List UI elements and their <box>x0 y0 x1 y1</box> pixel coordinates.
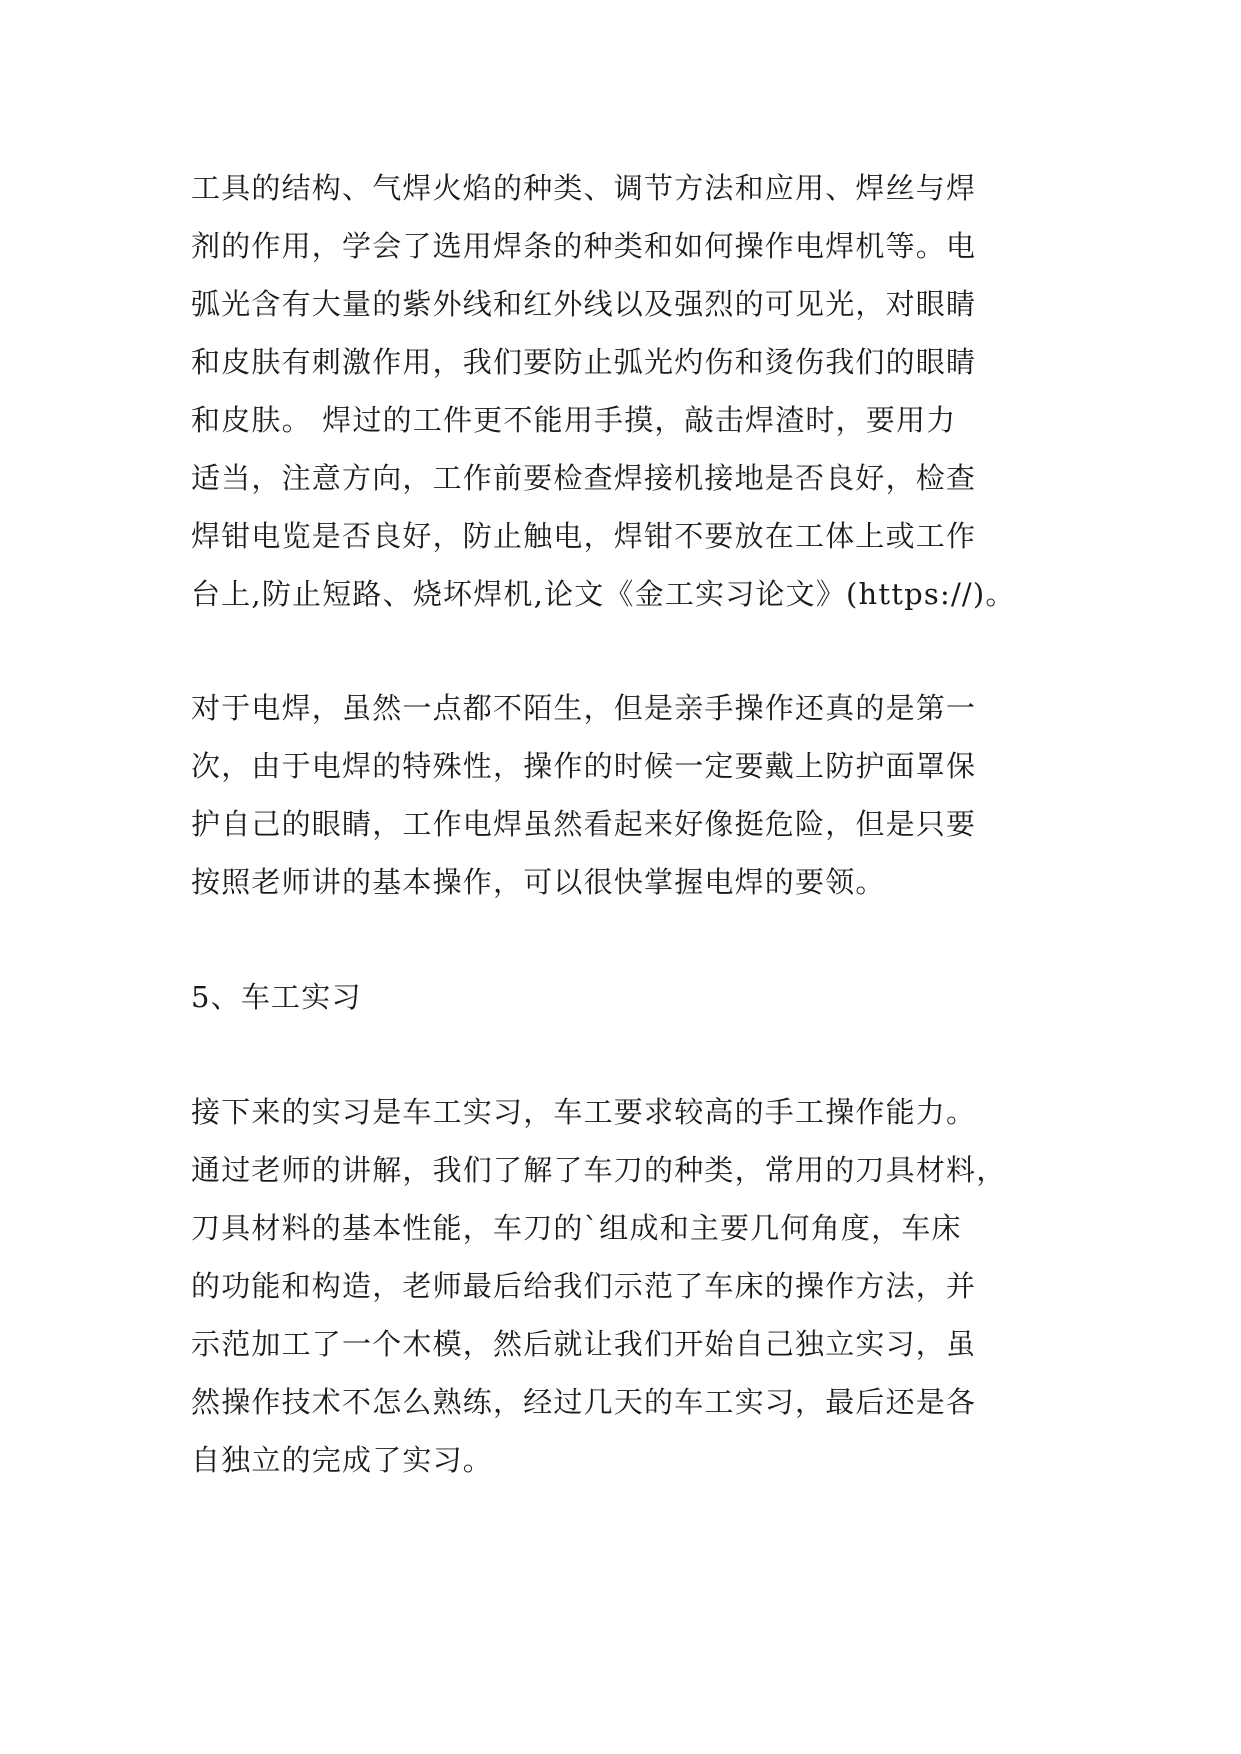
paragraph-1-line-4: 和皮肤有刺激作用，我们要防止弧光灼伤和烫伤我们的眼睛 <box>191 345 977 379</box>
paragraph-1-line-3: 弧光含有大量的紫外线和红外线以及强烈的可见光，对眼睛 <box>191 287 977 321</box>
paragraph-1-line-8: 台上,防止短路、烧坏焊机,论文《金工实习论文》(https://)。 <box>191 577 1016 611</box>
paragraph-3-line-6: 然操作技术不怎么熟练，经过几天的车工实习，最后还是各 <box>191 1385 977 1419</box>
paragraph-1-line-2: 剂的作用，学会了选用焊条的种类和如何操作电焊机等。电 <box>191 229 977 263</box>
paragraph-3-line-7: 自独立的完成了实习。 <box>191 1443 494 1477</box>
paragraph-2-line-4: 按照老师讲的基本操作，可以很快掌握电焊的要领。 <box>191 865 886 899</box>
paragraph-2-line-3: 护自己的眼睛，工作电焊虽然看起来好像挺危险，但是只要 <box>191 807 977 841</box>
paragraph-1-line-6: 适当，注意方向，工作前要检查焊接机接地是否良好，检查 <box>191 461 977 495</box>
section-heading: 5、车工实习 <box>191 980 362 1014</box>
paragraph-2-line-1: 对于电焊，虽然一点都不陌生，但是亲手操作还真的是第一 <box>191 691 977 725</box>
paragraph-3-line-1: 接下来的实习是车工实习，车工要求较高的手工操作能力。 <box>191 1095 977 1129</box>
paragraph-2-line-2: 次，由于电焊的特殊性，操作的时候一定要戴上防护面罩保 <box>191 749 977 783</box>
paragraph-3-line-3: 刀具材料的基本性能，车刀的`组成和主要几何角度，车床 <box>191 1211 962 1245</box>
paragraph-1-line-1: 工具的结构、气焊火焰的种类、调节方法和应用、焊丝与焊 <box>191 171 977 205</box>
paragraph-3-line-4: 的功能和构造，老师最后给我们示范了车床的操作方法，并 <box>191 1269 977 1303</box>
paragraph-3-line-2: 通过老师的讲解，我们了解了车刀的种类，常用的刀具材料， <box>191 1153 1007 1187</box>
paragraph-1-line-7: 焊钳电览是否良好，防止触电，焊钳不要放在工体上或工作 <box>191 519 977 553</box>
paragraph-1-line-5: 和皮肤。 焊过的工件更不能用手摸，敲击焊渣时，要用力 <box>191 403 957 437</box>
paragraph-3-line-5: 示范加工了一个木模，然后就让我们开始自己独立实习，虽 <box>191 1327 977 1361</box>
